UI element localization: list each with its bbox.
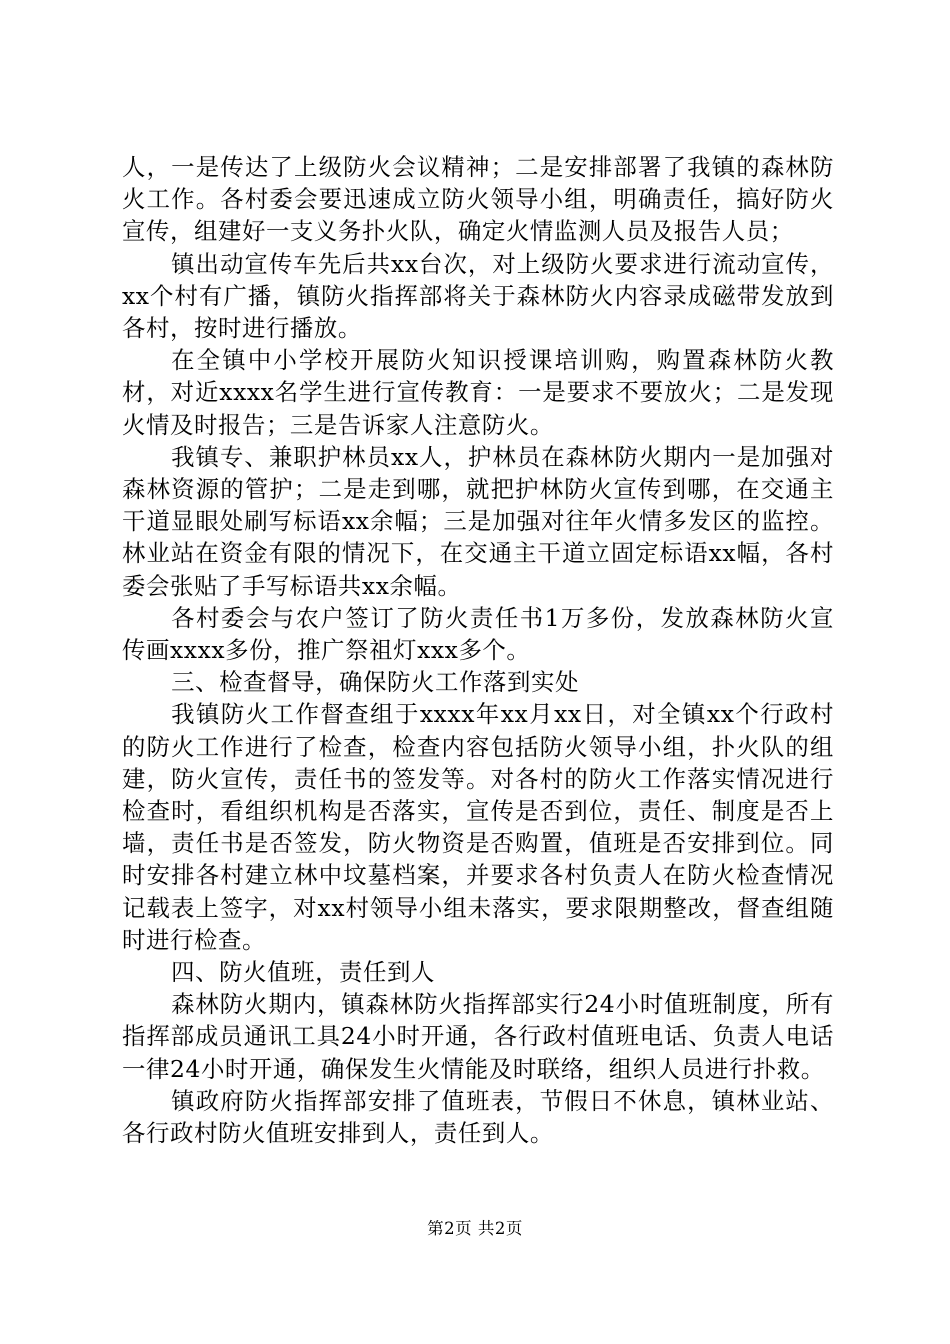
paragraph-propaganda-vehicle: 镇出动宣传车先后共xx台次，对上级防火要求进行流动宣传，xx个村有广播，镇防火指挥部将关于森林防火内容录成磁带发放到各村，按时进行播放。 xyxy=(122,249,834,343)
page-number-footer: 第2页 共2页 xyxy=(427,1219,523,1238)
section-heading-inspection: 三、检查督导，确保防火工作落到实处 xyxy=(171,668,579,697)
paragraph-responsibility-letters: 各村委会与农户签订了防火责任书1万多份，发放森林防火宣传画xxxx多份，推广祭祖灯xxx多个。 xyxy=(122,603,834,665)
paragraph-duty-roster: 镇政府防火指挥部安排了值班表，节假日不休息，镇林业站、各行政村防火值班安排到人，责任到人。 xyxy=(122,1086,834,1148)
paragraph-forest-rangers: 我镇专、兼职护林员xx人，护林员在森林防火期内一是加强对森林资源的管护；二是走到哪，就把护林防火宣传到哪，在交通主干道显眼处刷写标语xx余幅；三是加强对往年火情多发区的监控。林业站在资金有限的情况下，在交通主干道立固定标语xx幅，各村委会张贴了手写标语共xx余幅。 xyxy=(122,442,834,600)
paragraph-inspection: 我镇防火工作督查组于xxxx年xx月xx日，对全镇xx个行政村的防火工作进行了检查，检查内容包括防火领导小组，扑火队的组建，防火宣传，责任书的签发等。对各村的防火工作落实情况进行检查时，看组织机构是否落实，宣传是否到位，责任、制度是否上墙，责任书是否签发，防火物资是否购置，值班是否安排到位。同时安排各村建立林中坟墓档案，并要求各村负责人在防火检查情况记载表上签字，对xx村领导小组未落实，要求限期整改，督查组随时进行检查。 xyxy=(122,700,834,954)
paragraph-continuation: 人，一是传达了上级防火会议精神；二是安排部署了我镇的森林防火工作。各村委会要迅速成立防火领导小组，明确责任，搞好防火宣传，组建好一支义务扑火队，确定火情监测人员及报告人员； xyxy=(122,153,834,246)
section-heading-duty: 四、防火值班，责任到人 xyxy=(171,958,436,987)
paragraph-school-education: 在全镇中小学校开展防火知识授课培训购，购置森林防火教材，对近xxxx名学生进行宣传教育：一是要求不要放火；二是发现火情及时报告；三是告诉家人注意防火。 xyxy=(122,346,834,439)
document-body xyxy=(122,151,834,1149)
paragraph-24h-duty: 森林防火期内，镇森林防火指挥部实行24小时值班制度，所有指挥部成员通讯工具24小时开通，各行政村值班电话、负责人电话一律24小时开通，确保发生火情能及时联络，组织人员进行扑救。 xyxy=(122,990,834,1083)
